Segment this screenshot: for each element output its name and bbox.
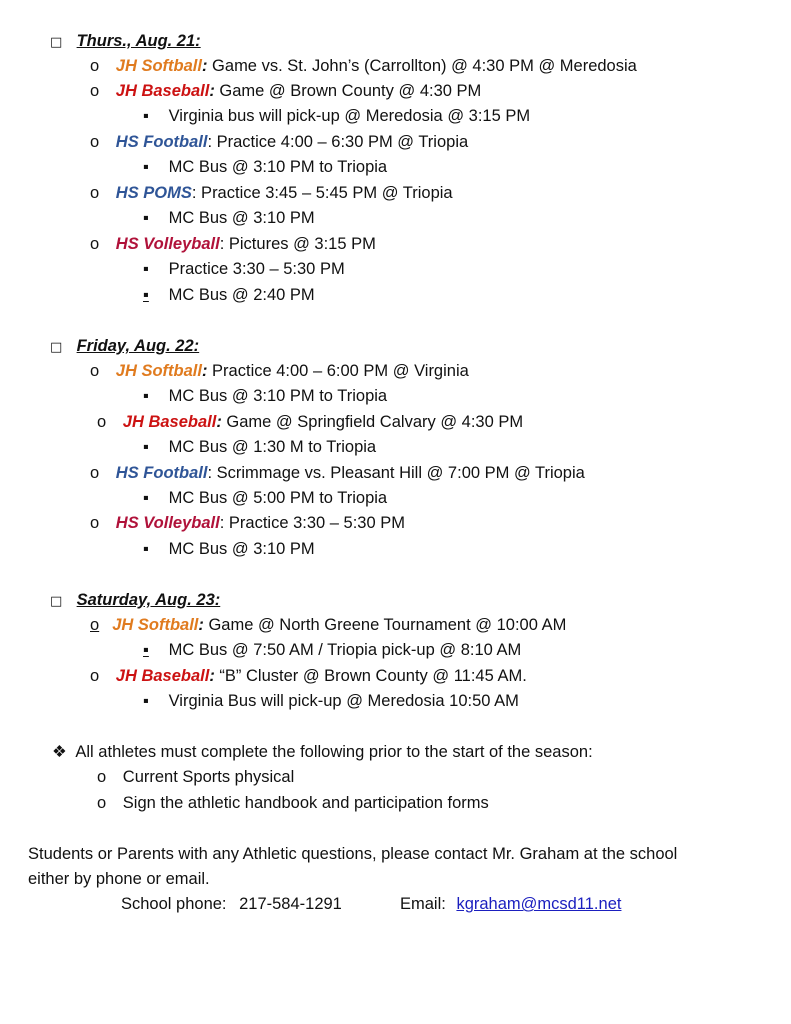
email-link[interactable]: kgraham@mcsd11.net bbox=[456, 895, 622, 913]
contact-text: Students or Parents with any Athletic questions, please contact Mr. Graham at the school bbox=[28, 845, 678, 863]
list-item: o HS POMS: Practice 3:45 – 5:45 PM @ Triopia bbox=[90, 184, 453, 202]
list-item: ▪ MC Bus @ 1:30 M to Triopia bbox=[143, 438, 377, 456]
checkbox-icon: □ bbox=[50, 594, 63, 609]
checkbox-icon: □ bbox=[50, 35, 63, 50]
list-item: o JH Softball: Game vs. St. John’s (Carrollton) @ 4:30 PM @ Meredosia bbox=[90, 57, 637, 75]
list-item: o JH Softball: Practice 4:00 – 6:00 PM @ Virginia bbox=[90, 362, 469, 380]
list-item: o HS Volleyball: Pictures @ 3:15 PM bbox=[90, 235, 376, 253]
day-heading-thursday: □ Thurs., Aug. 21: bbox=[50, 31, 201, 53]
list-item: ▪ MC Bus @ 3:10 PM to Triopia bbox=[143, 387, 388, 405]
day-heading-saturday: □ Saturday, Aug. 23: bbox=[50, 590, 220, 612]
list-item: o HS Football: Scrimmage vs. Pleasant Hill @ 7:00 PM @ Triopia bbox=[90, 464, 585, 482]
diamond-bullet-icon: ❖ bbox=[52, 743, 67, 761]
list-item: ▪ MC Bus @ 2:40 PM bbox=[143, 286, 315, 304]
list-item: o JH Baseball: Game @ Springfield Calvary @ 4:30 PM bbox=[97, 413, 524, 431]
list-item: ▪ MC Bus @ 3:10 PM bbox=[143, 209, 315, 227]
list-item: ▪ Virginia bus will pick-up @ Meredosia @ 3:15 PM bbox=[143, 107, 531, 125]
day-heading-friday: □ Friday, Aug. 22: bbox=[50, 336, 199, 358]
list-item: o HS Volleyball: Practice 3:30 – 5:30 PM bbox=[90, 514, 405, 532]
school-phone: School phone: 217-584-1291 bbox=[121, 895, 342, 913]
contact-text: either by phone or email. bbox=[28, 870, 210, 888]
list-item: ▪ MC Bus @ 5:00 PM to Triopia bbox=[143, 489, 388, 507]
list-item: ▪ Virginia Bus will pick-up @ Meredosia 10:50 AM bbox=[143, 692, 519, 710]
list-item: ▪ Practice 3:30 – 5:30 PM bbox=[143, 260, 345, 278]
list-item: o JH Softball: Game @ North Greene Tournament @ 10:00 AM bbox=[90, 616, 567, 634]
list-item: o Sign the athletic handbook and participation forms bbox=[97, 794, 489, 812]
list-item: o JH Baseball: “B” Cluster @ Brown County @ 11:45 AM. bbox=[90, 667, 527, 685]
list-item: o HS Football: Practice 4:00 – 6:30 PM @ Triopia bbox=[90, 133, 469, 151]
list-item: o Current Sports physical bbox=[97, 768, 295, 786]
list-item: ▪ MC Bus @ 7:50 AM / Triopia pick-up @ 8:10 AM bbox=[143, 641, 522, 659]
list-item: ▪ MC Bus @ 3:10 PM bbox=[143, 540, 315, 558]
email-line: Email: kgraham@mcsd11.net bbox=[400, 895, 622, 913]
list-item: o JH Baseball: Game @ Brown County @ 4:30 PM bbox=[90, 82, 482, 100]
requirements-intro: ❖ All athletes must complete the following prior to the start of the season: bbox=[52, 743, 593, 761]
checkbox-icon: □ bbox=[50, 340, 63, 355]
list-item: ▪ MC Bus @ 3:10 PM to Triopia bbox=[143, 158, 388, 176]
